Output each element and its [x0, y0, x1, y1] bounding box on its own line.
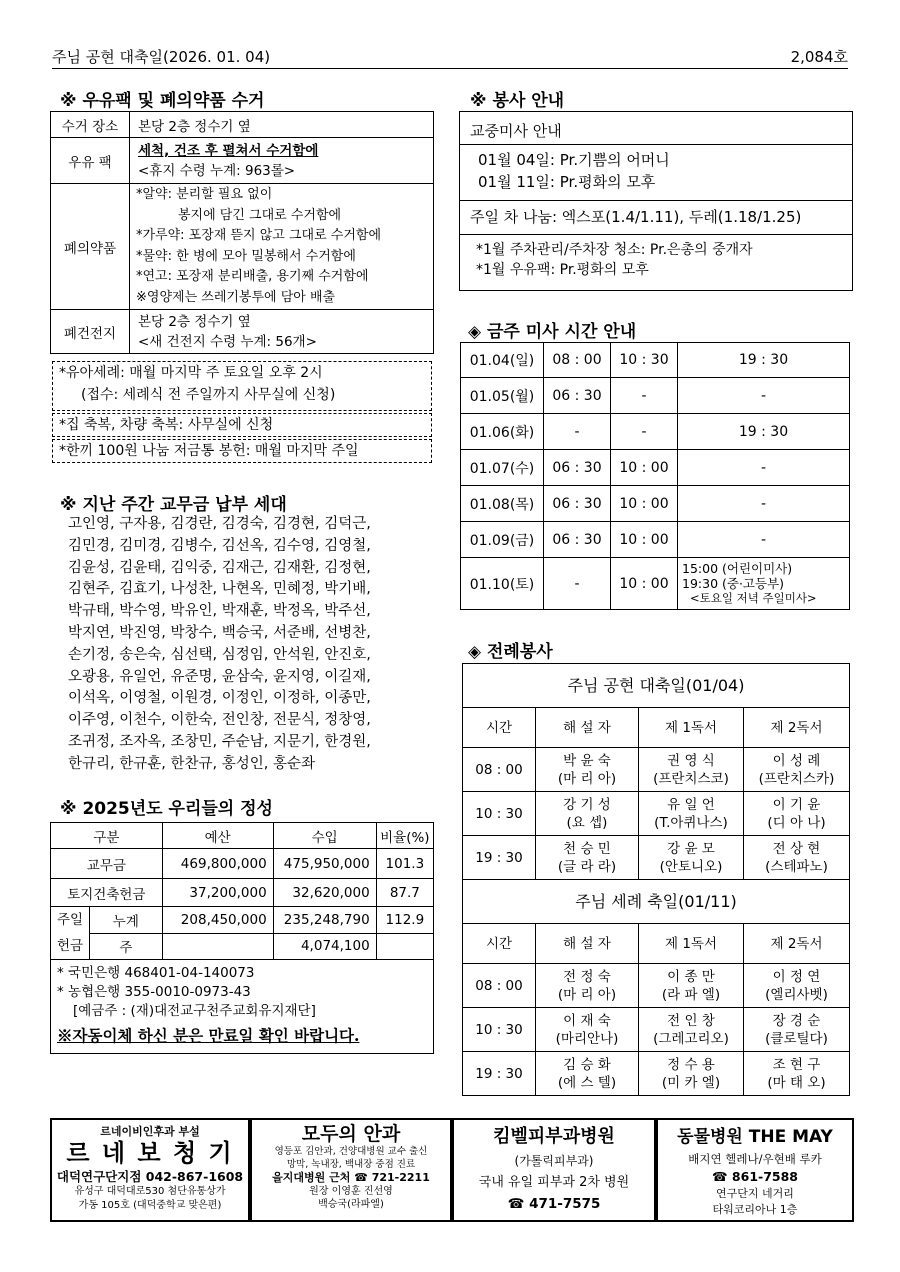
budget-value: 37,200,000 [162, 879, 273, 907]
schedule-time: - [678, 450, 850, 486]
ad-line: 망막, 녹내장, 백내장 중점 진료 [286, 1158, 416, 1170]
reader1-name: 정 수 용 [667, 1056, 715, 1073]
name-line: 김현주, 김효기, 나성찬, 나현옥, 민혜정, 박기배, [68, 581, 371, 598]
commentator-name: 강 기 성 [563, 796, 611, 813]
budget-value: 469,800,000 [162, 849, 273, 879]
mass-schedule-table [460, 342, 850, 610]
reader1-baptismal: (그레고리오) [653, 1030, 729, 1047]
commentator-name: 천 승 민 [563, 840, 611, 857]
offering-section-title: ※ 지난 주간 교무금 납부 세대 [60, 495, 287, 515]
bank-account: * 농협은행 355-0010-0973-43 [57, 984, 251, 1000]
schedule-time: - [678, 522, 850, 558]
schedule-date: 01.10(토) [461, 558, 544, 610]
account-holder: [예금주 : (재)대전교구천주교회유지재단] [73, 1003, 316, 1019]
schedule-time: 10 : 00 [611, 450, 678, 486]
ad-line: 을지대병원 근처 ☎ 721-2211 [272, 1171, 430, 1184]
budget-header: 비율(%) [376, 823, 433, 849]
reader1-baptismal: (T.아퀴나스) [654, 814, 728, 831]
reader2-baptismal: (스테파노) [765, 858, 828, 875]
name-line: 이주영, 이천수, 이한숙, 전인창, 전문식, 정창영, [68, 712, 371, 729]
reader1-baptismal: (미 카 엘) [661, 1074, 721, 1091]
reader1-baptismal: (안토니오) [659, 858, 723, 875]
medicine-line: *물약: 한 병에 모아 밀봉해서 수거함에 [136, 248, 356, 264]
schedule-date: 01.05(월) [461, 378, 544, 414]
ad-line: ☎ 861-7588 [712, 1169, 798, 1184]
schedule-date: 01.06(화) [461, 414, 544, 450]
milk-row-value: 본당 2층 정수기 옆 [130, 112, 434, 138]
reader2-baptismal: (클로틸다) [765, 1030, 828, 1047]
budget-header: 구분 [51, 823, 163, 849]
baptism-line: *유아세례: 매월 마지막 주 토요일 오후 2시 [59, 365, 323, 381]
baptism-notice [52, 361, 432, 411]
reader1-name: 유 일 언 [667, 796, 715, 813]
budget-section-title: ※ 2025년도 우리들의 정성 [60, 799, 273, 819]
offering-names [68, 514, 438, 776]
offering-label: 헌금 [56, 938, 84, 954]
feast-title: 주님 공현 대축일(01/04) [463, 664, 850, 708]
commentator-baptismal: (마리안나) [555, 1030, 619, 1047]
ad-animal-hospital [656, 1118, 854, 1222]
sunday-label: 주일 [56, 912, 84, 928]
income-value: 475,950,000 [273, 849, 376, 879]
name-line: 손기정, 송은숙, 심선택, 심정임, 안석원, 안진호, [68, 646, 371, 663]
liturgy-time: 19 : 30 [463, 1052, 536, 1096]
liturgy-table [462, 663, 850, 1096]
reader2-name: 이 정 연 [772, 968, 821, 985]
reader2-name: 장 경 순 [772, 1012, 821, 1029]
ad-line: 동물병원 THE MAY [677, 1127, 833, 1147]
name-line: 오광용, 유일언, 유준명, 윤삼숙, 윤지영, 이길재, [68, 668, 371, 685]
schedule-time: - [544, 558, 611, 610]
saturday-mass-line: 15:00 (어린이미사) [682, 561, 793, 576]
mass-duty-line: 01월 11일: Pr.평화의 모후 [478, 173, 656, 191]
schedule-time: - [611, 378, 678, 414]
ad-line: 유성구 대덕대로530 첨단유통상가 [74, 1186, 226, 1197]
reader1-name: 전 인 창 [667, 1012, 715, 1029]
liturgy-header: 해 설 자 [536, 924, 639, 964]
bulletin-date-title: 주님 공현 대축일(2026. 01. 04) [52, 48, 271, 66]
milk-section-title: ※ 우유팩 및 폐의약품 수거 [60, 91, 265, 111]
medicine-line: *가루약: 포장재 뜯지 않고 그대로 수거함에 [136, 228, 382, 243]
liturgy-header: 시간 [463, 924, 536, 964]
schedule-time: - [544, 414, 611, 450]
ad-line: 원장 이영훈 진선영 [309, 1186, 393, 1197]
milk-row-label: 폐건전지 [51, 310, 130, 354]
commentator-baptismal: (마 리 아) [557, 986, 617, 1003]
liturgy-header: 제 1독서 [639, 924, 744, 964]
medicine-line: 봉지에 담긴 그대로 수거함에 [178, 207, 342, 223]
schedule-section-title: ◈ 금주 미사 시간 안내 [468, 322, 637, 342]
ratio-value: 87.7 [376, 879, 433, 907]
commentator-name: 박 윤 숙 [563, 752, 611, 769]
schedule-time: 19 : 30 [678, 414, 850, 450]
liturgy-header: 제 2독서 [744, 924, 850, 964]
name-line: 고인영, 구자용, 김경란, 김경숙, 김경현, 김덕근, [68, 516, 371, 532]
medicine-line: ※영양제는 쓰레기봉투에 담아 배출 [136, 289, 336, 305]
commentator-name: 김 승 화 [563, 1056, 611, 1073]
milk-row-value: 본당 2층 정수기 옆 [138, 313, 251, 330]
service-section-title: ※ 봉사 안내 [470, 91, 565, 111]
milk-row-value: <휴지 수령 누계: 963롤> [138, 162, 296, 179]
schedule-time: 10 : 00 [611, 558, 678, 610]
duty-line: *1월 우유팩: Pr.평화의 모후 [476, 262, 649, 278]
ad-eye-clinic [250, 1118, 452, 1222]
schedule-time: 06 : 30 [544, 378, 611, 414]
schedule-date: 01.04(일) [461, 343, 544, 378]
liturgy-time: 19 : 30 [463, 836, 536, 880]
medicine-line: *연고: 포장재 분리배출, 용기째 수거함에 [136, 269, 369, 284]
ad-line: 타워코리아나 1층 [712, 1203, 798, 1216]
saturday-mass-note: <토요일 저녁 주일미사> [690, 591, 817, 605]
milk-row-label: 폐의약품 [51, 184, 130, 310]
name-line: 조귀정, 조자옥, 조창민, 주순남, 지문기, 한경원, [68, 733, 371, 750]
income-value: 235,248,790 [273, 907, 376, 934]
ad-line: ☎ 471-7575 [507, 1196, 601, 1212]
reader1-name: 이 종 만 [667, 968, 715, 985]
schedule-time: - [678, 378, 850, 414]
sharing-notice: *한끼 100원 나눔 저금통 봉헌: 매월 마지막 주일 [52, 439, 432, 463]
reader2-name: 이 기 윤 [772, 796, 821, 813]
liturgy-time: 08 : 00 [463, 964, 536, 1008]
liturgy-header: 시간 [463, 708, 536, 748]
schedule-date: 01.07(수) [461, 450, 544, 486]
schedule-date: 01.08(목) [461, 486, 544, 522]
saturday-mass-line: 19:30 (중·고등부) [682, 576, 785, 591]
reader2-baptismal: (디 아 나) [767, 814, 826, 831]
ad-line: 배지연 헬레나/우현배 루카 [688, 1152, 822, 1166]
schedule-date: 01.09(금) [461, 522, 544, 558]
issue-number: 2,084호 [790, 48, 848, 66]
commentator-baptismal: (요 셉) [566, 814, 608, 831]
commentator-name: 이 재 숙 [563, 1012, 611, 1029]
feast-title: 주님 세례 축일(01/11) [463, 880, 850, 924]
ad-line: 가동 105호 (대덕중학교 맞은편) [78, 1200, 222, 1211]
liturgy-time: 08 : 00 [463, 748, 536, 792]
ad-line: 영등포 김안과, 건양대병원 교수 출신 [274, 1146, 428, 1157]
liturgy-header: 해 설 자 [536, 708, 639, 748]
schedule-time: 08 : 00 [544, 343, 611, 378]
week-income: 4,074,100 [273, 933, 376, 960]
reader2-baptismal: (프란치스카) [758, 770, 835, 787]
reader2-baptismal: (마 태 오) [767, 1074, 826, 1091]
reader2-baptismal: (엘리사벳) [765, 986, 828, 1003]
reader1-baptismal: (프란치스코) [653, 770, 729, 787]
bank-account: * 국민은행 468401-04-140073 [57, 965, 255, 981]
liturgy-header: 제 2독서 [744, 708, 850, 748]
budget-table [50, 822, 434, 1054]
ratio-value: 101.3 [376, 849, 433, 879]
ad-line: 백승국(라파엘) [318, 1199, 384, 1210]
ad-line: 킴벨피부과병원 [493, 1126, 615, 1147]
reader1-name: 권 영 식 [667, 752, 715, 769]
name-line: 김윤성, 김윤태, 김익중, 김재근, 김재환, 김정현, [68, 559, 371, 576]
schedule-time: 10 : 00 [611, 486, 678, 522]
ratio-value: 112.9 [376, 907, 433, 934]
week-label: 주 [90, 933, 163, 960]
car-sharing: 주일 차 나눔: 엑스포(1.4/1.11), 두레(1.18/1.25) [470, 208, 802, 226]
reader1-baptismal: (라 파 엘) [661, 986, 721, 1003]
liturgy-time: 10 : 30 [463, 1008, 536, 1052]
reader2-name: 전 상 현 [772, 840, 821, 857]
commentator-baptismal: (글 라 라) [557, 858, 617, 875]
name-line: 박지연, 박진영, 박창수, 백승국, 서준배, 선병찬, [68, 624, 371, 641]
name-line: 김민경, 김미경, 김병수, 김선옥, 김수영, 김영철, [68, 537, 371, 554]
liturgy-section-title: ◈ 전례봉사 [468, 642, 553, 662]
budget-label: 토지건축헌금 [51, 879, 163, 907]
schedule-time: 06 : 30 [544, 522, 611, 558]
liturgy-time: 10 : 30 [463, 792, 536, 836]
baptism-line: (접수: 세례식 전 주일까지 사무실에 신청) [81, 387, 336, 403]
mass-duty-line: 01월 04일: Pr.기쁨의 어머니 [478, 151, 670, 169]
budget-header: 수입 [273, 823, 376, 849]
name-line: 한규리, 한규훈, 한찬규, 홍성인, 홍순좌 [68, 755, 315, 772]
schedule-time: 10 : 00 [611, 522, 678, 558]
name-line: 이석옥, 이영철, 이원경, 이정인, 이정하, 이종만, [68, 690, 371, 707]
blessing-notice: *집 축복, 차량 축복: 사무실에 신청 [52, 413, 432, 437]
milk-table [50, 111, 434, 354]
reader2-name: 조 현 구 [772, 1056, 821, 1073]
ad-line: 모두의 안과 [301, 1123, 401, 1145]
reader2-name: 이 성 례 [772, 752, 821, 769]
ad-line: 르 네 보 청 기 [66, 1139, 234, 1167]
mass-duty-title: 교중미사 안내 [470, 122, 562, 140]
budget-label: 교무금 [51, 849, 163, 879]
ad-dermatology [452, 1118, 656, 1222]
milk-row-label: 수거 장소 [51, 112, 130, 138]
ad-line: 연구단지 네거리 [716, 1187, 794, 1200]
name-line: 박규태, 박수영, 박유인, 박재훈, 박정옥, 박주선, [68, 603, 371, 620]
reader1-name: 강 윤 모 [667, 840, 715, 857]
ad-line: 르네이비인후과 부설 [100, 1125, 200, 1138]
ad-hearing-aid [50, 1118, 250, 1222]
milk-row-value: <새 건전지 수령 누계: 56개> [138, 333, 317, 350]
schedule-time: - [611, 414, 678, 450]
liturgy-header: 제 1독서 [639, 708, 744, 748]
commentator-name: 전 정 숙 [563, 968, 611, 985]
schedule-time: 06 : 30 [544, 450, 611, 486]
schedule-time: - [678, 486, 850, 522]
milk-row-value: 세척, 건조 후 펼쳐서 수거함에 [138, 142, 319, 159]
ad-line: 대덕연구단지점 042-867-1608 [56, 1169, 244, 1184]
service-box [459, 111, 853, 291]
duty-line: *1월 주차관리/주차장 청소: Pr.은총의 중개자 [476, 242, 753, 258]
commentator-baptismal: (마 리 아) [557, 770, 617, 787]
page-header [52, 44, 848, 69]
medicine-line: *알약: 분리할 필요 없이 [136, 187, 273, 202]
ad-line: (가톨릭피부과) [514, 1154, 594, 1168]
budget-header: 예산 [162, 823, 273, 849]
schedule-time: 19 : 30 [678, 343, 850, 378]
cumulative-label: 누계 [90, 907, 163, 934]
commentator-baptismal: (에 스 텔) [557, 1074, 617, 1091]
budget-value: 208,450,000 [162, 907, 273, 934]
income-value: 32,620,000 [273, 879, 376, 907]
ad-line: 국내 유일 피부과 2차 병원 [478, 1175, 630, 1190]
auto-transfer-notice: ※자동이체 하신 분은 만료일 확인 바랍니다. [57, 1026, 360, 1045]
schedule-time: 06 : 30 [544, 486, 611, 522]
schedule-time: 10 : 30 [611, 343, 678, 378]
milk-row-label: 우유 팩 [51, 138, 130, 184]
